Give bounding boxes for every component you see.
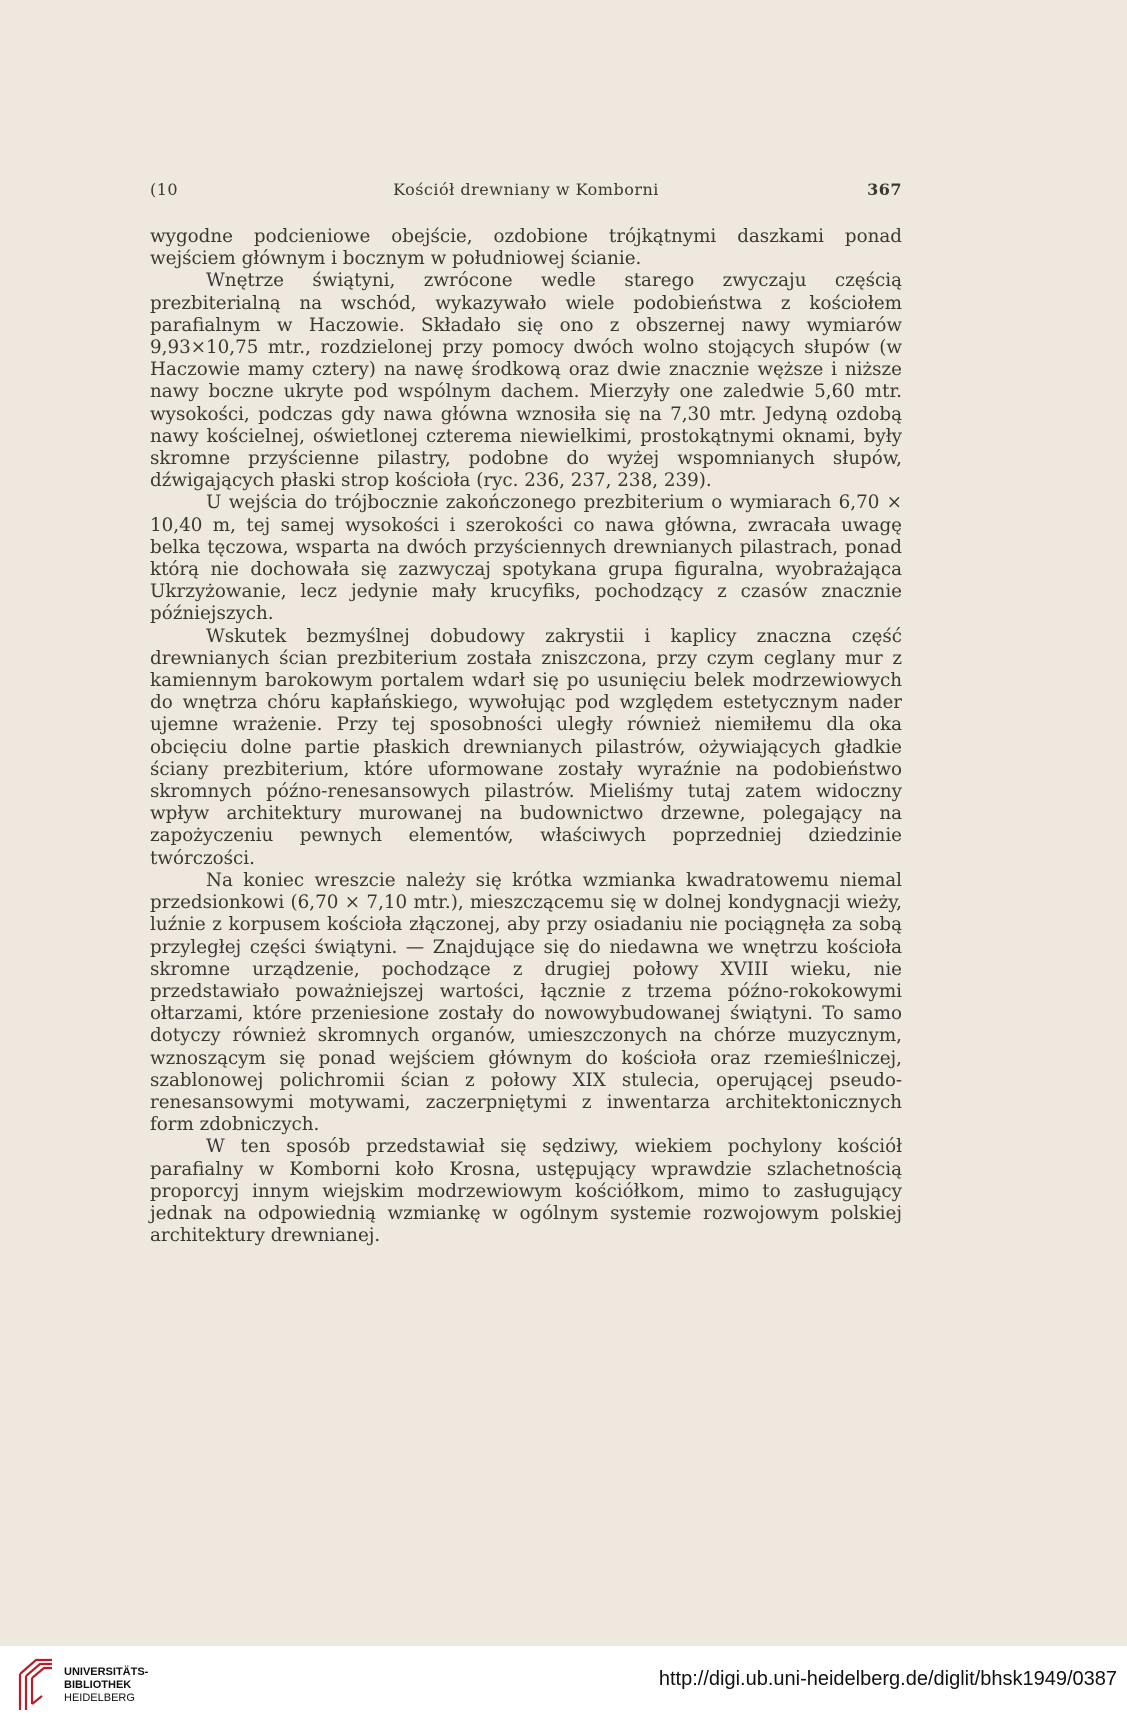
- paragraph-3: U wejścia do trójbocznie zakończonego prezbiterium o wymiarach 6,70 × 10,40 m, tej samej wysokości i szerokości co nawa główna, zwracała uwagę belka tęczowa, wsparta na dwóch przyściennych drewnianych pilastrach, ponad którą nie dochowała się zazwyczaj spotykana grupa figuralna, wyobrażająca Ukrzyżowanie, lecz jedynie mały krucyfiks, pochodzący z czasów znacznie późniejszych.: [150, 492, 902, 625]
- library-name-line-3: HEIDELBERG: [64, 1692, 135, 1704]
- paragraph-2: Wnętrze świątyni, zwrócone wedle starego zwyczaju częścią prezbiterialną na wschód, wykazywało wiele podobieństwa z kościołem parafialnym w Haczowie. Składało się ono z obszernej nawy wymiarów 9,93×10,75 mtr., rozdzielonej przy pomocy dwóch wolno stojących słupów (w Haczowie mamy cztery) na nawę środkową oraz dwie znacznie węższe i niższe nawy boczne ukryte pod wspólnym dachem. Mierzyły one zaledwie 5,60 mtr. wysokości, podczas gdy nawa główna wznosiła się na 7,30 mtr. Jedyną ozdobą nawy kościelnej, oświetlonej czterema niewielkimi, prostokątnymi oknami, były skromne przyścienne pilastry, podobne do wyżej wspomnianych słupów, dźwigających płaski strop kościoła (ryc. 236, 237, 238, 239).: [150, 270, 902, 492]
- paragraph-6: W ten sposób przedstawiał się sędziwy, wiekiem pochylony kościół parafialny w Komborni koło Krosna, ustępujący wprawdzie szlachetnością proporcyj innym wiejskim modrzewiowym kościółkom, mimo to zasługujący jednak na odpowiednią wzmiankę w ogólnym systemie rozwojowym polskiej architektury drewnianej.: [150, 1136, 902, 1247]
- paragraph-5: Na koniec wreszcie należy się krótka wzmianka kwadratowemu niemal przedsionkowi (6,70 × 7,10 mtr.), mieszczącemu się w dolnej kondygnacji wieży, luźnie z korpusem kościoła złączonej, aby przy osiadaniu nie pociągnęła za sobą przyległej części świątyni. — Znajdujące się do niedawna we wnętrzu kościoła skromne urządzenie, pochodzące z drugiej połowy XVIII wieku, nie przedstawiało poważniejszej wartości, łącznie z trzema późno-rokokowymi ołtarzami, które przeniesione zostały do nowowybudowanej świątyni. To samo dotyczy również skromnych organów, umieszczonych na chórze muzycznym, wznoszącym się ponad wejściem głównym do kościoła oraz rzemieślniczej, szablonowej polichromii ścian z połowy XIX stulecia, operującej pseudo-renesansowymi motywami, zaczerpniętymi z inwentarza architektonicznych form zdobniczych.: [150, 869, 902, 1136]
- paragraph-4: Wskutek bezmyślnej dobudowy zakrystii i kaplicy znaczna część drewnianych ścian prezbiterium została zniszczona, przy czym ceglany mur z kamiennym barokowym portalem wdarł się po usunięciu belek modrzewiowych do wnętrza chóru kapłańskiego, wywołując pod względem estetycznym nader ujemne wrażenie. Przy tej sposobności uległy również niemiłemu dla oka obcięciu dolne partie płaskich drewnianych pilastrów, ożywiających gładkie ściany prezbiterium, które uformowane zostały wyraźnie na podobieństwo skromnych późno-renesansowych pilastrów. Mieliśmy tutaj zatem widoczny wpływ architektury murowanej na budownictwo drzewne, polegający na zapożyczeniu pewnych elementów, właściwych poprzedniej dziedzinie twórczości.: [150, 625, 902, 869]
- running-head: [150, 180, 902, 204]
- digitization-footer: [0, 1646, 1127, 1724]
- body-text: [150, 226, 902, 1247]
- library-logo-icon: [12, 1654, 60, 1716]
- permalink-url[interactable]: http://digi.ub.uni-heidelberg.de/diglit/bhsk1949/0387: [658, 1668, 1117, 1690]
- running-title: Kościół drewniany w Komborni: [393, 180, 659, 199]
- library-name-line-2: BIBLIOTHEK: [64, 1679, 132, 1691]
- section-marker: (10: [150, 180, 179, 199]
- paragraph-1: wygodne podcieniowe obejście, ozdobione trójkątnymi daszkami ponad wejściem głównym i bocznym w południowej ścianie.: [150, 226, 902, 270]
- library-name-line-1: UNIVERSITÄTS-: [64, 1666, 149, 1678]
- library-name: [64, 1666, 148, 1705]
- page-number: 367: [867, 180, 902, 199]
